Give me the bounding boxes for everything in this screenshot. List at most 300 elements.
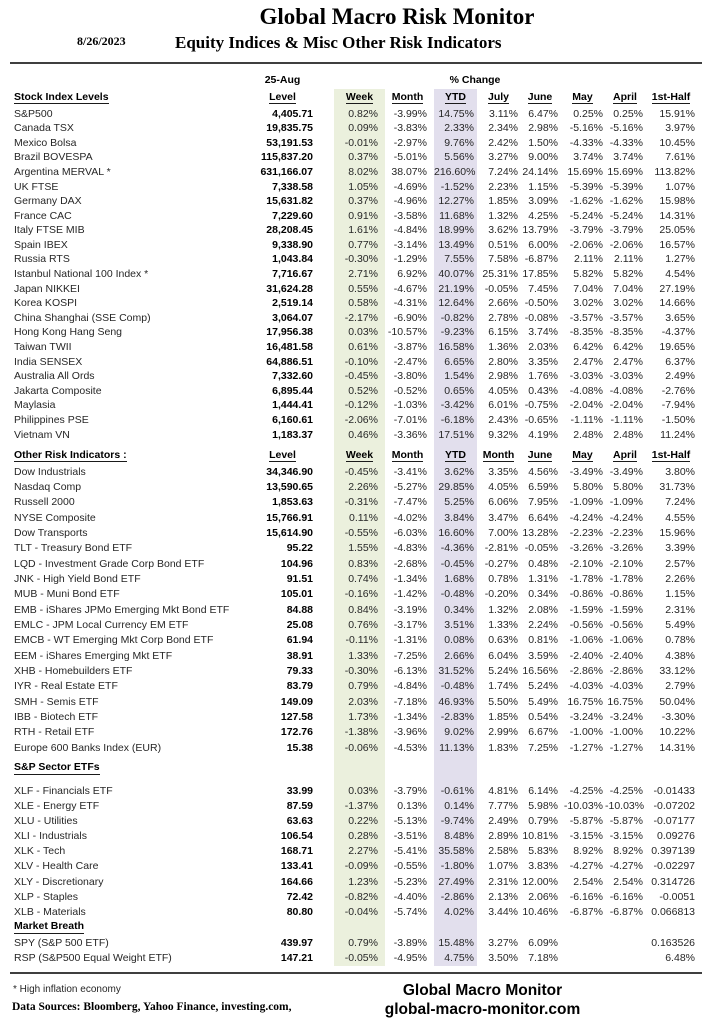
cell-c9: 3.39% <box>665 542 695 555</box>
cell-sp1 <box>315 648 334 663</box>
cell-c6: -0.50% <box>524 297 558 310</box>
table-row <box>12 252 697 267</box>
cell-month: -2.68% <box>393 557 427 570</box>
cell-c6: 5.98% <box>528 800 558 813</box>
cell-c9: 3.80% <box>665 465 695 478</box>
cell-week: 0.28% <box>334 829 385 844</box>
cell-ytd: 1.68% <box>434 572 477 587</box>
cell-sp1 <box>315 951 334 966</box>
cell-ytd: -6.18% <box>434 413 477 428</box>
cell-month: 38.07% <box>391 165 427 178</box>
cell-c7: -10.03% <box>563 800 603 813</box>
cell-month: -3.87% <box>393 341 427 354</box>
cell-c5: 1.85% <box>488 195 518 208</box>
cell-week: 0.52% <box>334 384 385 399</box>
cell-c9: 1.15% <box>665 588 695 601</box>
cell-level <box>250 756 315 777</box>
cell-sp1 <box>315 340 334 355</box>
cell-c5: 1.36% <box>488 341 518 354</box>
column-header: 1st-Half <box>651 448 691 461</box>
cell-c9: 0.163526 <box>651 936 695 949</box>
cell-ytd: 46.93% <box>434 694 477 709</box>
cell-c7: -2.23% <box>569 526 603 539</box>
cell-ytd: 0.65% <box>434 384 477 399</box>
cell-month: -6.03% <box>393 526 427 539</box>
cell-week: -0.30% <box>334 664 385 679</box>
cell-c9: 27.19% <box>659 282 695 295</box>
cell-c5: 6.04% <box>488 649 518 662</box>
cell-ytd <box>434 777 477 784</box>
cell-ytd: 11.68% <box>434 209 477 224</box>
cell-c7: -3.26% <box>569 542 603 555</box>
cell-month: -3.89% <box>393 936 427 949</box>
cell-sp1 <box>315 480 334 495</box>
table-row <box>12 664 697 679</box>
cell-month: -3.58% <box>393 209 427 222</box>
cell-week: -0.30% <box>334 252 385 267</box>
cell-sp1 <box>315 936 334 951</box>
brand-url: global-macro-monitor.com <box>384 1001 581 1018</box>
cell-c8: -0.56% <box>609 619 643 632</box>
cell-month: -3.36% <box>393 428 427 441</box>
cell-c6: 0.48% <box>528 557 558 570</box>
cell-c6: 6.67% <box>528 726 558 739</box>
cell-ytd: 40.07% <box>434 267 477 282</box>
cell-c6: 5.83% <box>528 845 558 858</box>
cell-week: -0.12% <box>334 398 385 413</box>
row-label: Hong Kong Hang Seng <box>14 326 122 339</box>
cell-c7: -5.24% <box>569 209 603 222</box>
cell-c9: 6.48% <box>665 951 695 964</box>
column-header: June <box>527 448 553 461</box>
cell-week: 0.83% <box>334 556 385 571</box>
cell-level: 106.54 <box>280 830 313 843</box>
cell-c9: 4.55% <box>665 511 695 524</box>
row-label: XLF - Financials ETF <box>14 784 113 797</box>
cell-ytd: 216.60% <box>434 165 476 178</box>
cell-c9: 11.24% <box>660 428 695 441</box>
cell-c9: 0.09276 <box>657 830 695 843</box>
table-row <box>12 710 697 725</box>
cell-sp1 <box>315 784 334 799</box>
table-row <box>12 889 697 904</box>
section-header-row <box>12 89 697 107</box>
table-row <box>12 526 697 541</box>
cell-sp1 <box>315 464 334 479</box>
cell-c9: -4.37% <box>661 326 695 339</box>
cell-month <box>385 442 430 464</box>
cell-c7: -3.15% <box>569 830 603 843</box>
cell-c7: -1.11% <box>570 414 603 427</box>
cell-level: 2,519.14 <box>272 297 313 310</box>
cell-c9: 33.12% <box>659 665 695 678</box>
cell-c6: -6.87% <box>524 253 558 266</box>
row-label: XHB - Homebuilders ETF <box>14 665 133 678</box>
cell-ytd: 5.56% <box>434 150 477 165</box>
row-label <box>12 89 250 107</box>
cell-sp1 <box>315 679 334 694</box>
cell-c7: -4.25% <box>569 784 603 797</box>
cell-c5: 6.01% <box>488 399 518 412</box>
row-label: TLT - Treasury Bond ETF <box>14 542 133 555</box>
cell-sp1 <box>315 756 334 777</box>
cell-ytd: -0.48% <box>434 679 477 694</box>
cell-month: -4.02% <box>393 511 427 524</box>
cell-ytd: -9.23% <box>434 325 477 340</box>
cell-sp1 <box>315 267 334 282</box>
cell-c9: 2.26% <box>665 572 695 585</box>
cell-c8: -2.40% <box>609 649 643 662</box>
cell-c6: 3.83% <box>528 860 558 873</box>
cell-c8: -5.16% <box>609 122 643 135</box>
cell-sp1 <box>315 710 334 725</box>
cell-sp1 <box>315 252 334 267</box>
cell-c6: 0.34% <box>528 588 558 601</box>
cell-c6: 4.19% <box>528 428 558 441</box>
cell-c9: 14.31% <box>659 209 695 222</box>
cell-c8 <box>605 951 645 966</box>
cell-c5: 2.58% <box>488 845 518 858</box>
cell-week: 0.03% <box>334 784 385 799</box>
cell-week: -0.45% <box>334 369 385 384</box>
column-header: Month <box>482 448 515 461</box>
column-header: May <box>572 90 593 103</box>
cell-ytd: 7.55% <box>434 252 477 267</box>
cell-level: 1,444.41 <box>272 399 313 412</box>
cell-month: -3.41% <box>393 465 427 478</box>
cell-month: -1.34% <box>393 711 427 724</box>
cell-c8: -1.09% <box>609 496 643 509</box>
cell-c7: -2.10% <box>569 557 603 570</box>
section-header-row <box>12 442 697 464</box>
cell-c8: -6.16% <box>609 890 643 903</box>
cell-c8: -2.06% <box>609 238 643 251</box>
cell-sp1 <box>315 725 334 740</box>
cell-sp1 <box>315 89 334 107</box>
row-label: Jakarta Composite <box>14 384 102 397</box>
cell-week <box>334 89 385 107</box>
cell-c7 <box>560 936 605 951</box>
row-label: Argentina MERVAL * <box>14 165 111 178</box>
cell-month: -0.52% <box>393 384 427 397</box>
cell-c7: 2.11% <box>574 253 603 266</box>
cell-c5: 7.77% <box>488 800 518 813</box>
cell-sp1 <box>315 194 334 209</box>
cell-c5: 2.80% <box>488 355 518 368</box>
cell-c8: -1.11% <box>610 414 643 427</box>
cell-month: -5.13% <box>393 815 427 828</box>
column-header: Week <box>345 448 374 461</box>
risk-table <box>12 72 697 966</box>
cell-c5: -0.27% <box>484 557 518 570</box>
cell-c8: -3.57% <box>609 311 643 324</box>
cell-sp1 <box>315 223 334 238</box>
cell-sp1 <box>315 633 334 648</box>
row-label: Australia All Ords <box>14 370 95 383</box>
cell-level: 7,229.60 <box>272 209 313 222</box>
cell-c6: 0.81% <box>528 634 558 647</box>
table-row <box>12 340 697 355</box>
cell-c8: -3.15% <box>609 830 643 843</box>
cell-c5: 4.05% <box>488 384 518 397</box>
cell-c9: 0.314726 <box>651 875 695 888</box>
cell-level: 61.94 <box>286 634 313 647</box>
cell-ytd: 15.48% <box>434 936 477 951</box>
cell-c6 <box>520 442 560 464</box>
row-label: IBB - Biotech ETF <box>14 711 99 724</box>
cell-c7: -1.59% <box>569 603 603 616</box>
cell-c6: -0.08% <box>524 311 558 324</box>
cell-sp1 <box>315 121 334 136</box>
cell-c9: 5.49% <box>665 619 695 632</box>
cell-c7: -8.35% <box>569 326 603 339</box>
cell-month: -4.84% <box>393 224 427 237</box>
cell-month: -1.03% <box>393 399 427 412</box>
cell-c6: 7.95% <box>528 496 558 509</box>
table-row <box>12 194 697 209</box>
cell-week: -0.82% <box>334 889 385 904</box>
column-header: YTD <box>445 448 466 461</box>
cell-sp1 <box>315 282 334 297</box>
cell-c6 <box>520 756 560 777</box>
cell-sp1 <box>315 889 334 904</box>
cell-sp1 <box>315 150 334 165</box>
cell-week: 2.03% <box>334 694 385 709</box>
cell-c9: 2.79% <box>665 680 695 693</box>
cell-c6: -0.05% <box>524 542 558 555</box>
cell-c8: 3.02% <box>613 297 643 310</box>
cell-c7: -1.00% <box>569 726 603 739</box>
cell-week <box>334 756 385 777</box>
cell-level: 84.88 <box>286 603 313 616</box>
row-label: Korea KOSPI <box>14 297 78 310</box>
cell-c8: -2.86% <box>609 665 643 678</box>
cell-c6: -0.75% <box>524 399 558 412</box>
cell-sp1 <box>315 602 334 617</box>
row-label: XLI - Industrials <box>14 830 87 843</box>
cell-c6 <box>520 89 560 107</box>
cell-week: 0.79% <box>334 936 385 951</box>
cell-sp1 <box>315 179 334 194</box>
cell-c9: -0.07177 <box>653 815 695 828</box>
table-row <box>12 587 697 602</box>
table-row <box>12 784 697 799</box>
table-row <box>12 618 697 633</box>
table-row <box>12 936 697 951</box>
cell-level <box>250 89 315 107</box>
cell-level: 3,064.07 <box>272 311 313 324</box>
row-label: China Shanghai (SSE Comp) <box>14 311 151 324</box>
cell-level: 127.58 <box>280 711 313 724</box>
cell-c5: 3.27% <box>488 151 518 164</box>
cell-c6: 13.79% <box>522 224 558 237</box>
cell-c8: 5.82% <box>613 268 643 281</box>
cell-c5: 3.35% <box>488 465 518 478</box>
table-row <box>12 311 697 326</box>
cell-c9: 16.57% <box>659 238 695 251</box>
table-row <box>12 150 697 165</box>
cell-c8 <box>605 756 645 777</box>
cell-sp1 <box>315 694 334 709</box>
cell-level: 15,614.90 <box>266 526 313 539</box>
cell-sp1 <box>315 844 334 859</box>
cell-level: 19,835.75 <box>266 122 313 135</box>
cell-sp1 <box>315 777 334 784</box>
cell-sp1 <box>315 859 334 874</box>
cell-week: 1.73% <box>334 710 385 725</box>
cell-c8: 2.54% <box>613 875 643 888</box>
cell-ytd: 9.02% <box>434 725 477 740</box>
cell-c5: -0.05% <box>484 282 518 295</box>
cell-c5: 7.58% <box>488 253 518 266</box>
table-row <box>12 355 697 370</box>
cell-week: 2.71% <box>334 267 385 282</box>
row-label <box>12 920 250 936</box>
table-row <box>12 121 697 136</box>
cell-c6: 1.15% <box>528 180 558 193</box>
cell-week: 1.05% <box>334 179 385 194</box>
cell-month: -4.53% <box>393 741 427 754</box>
cell-c7: 3.02% <box>573 297 603 310</box>
cell-level: 28,208.45 <box>266 224 313 237</box>
cell-c6: 0.79% <box>528 815 558 828</box>
table-row <box>12 510 697 525</box>
cell-sp1 <box>315 587 334 602</box>
cell-month: -1.34% <box>393 572 427 585</box>
cell-c7: -2.86% <box>569 665 603 678</box>
cell-ytd: -9.74% <box>434 814 477 829</box>
cell-ytd: -1.52% <box>434 179 477 194</box>
row-label: Mexico Bolsa <box>14 136 77 149</box>
cell-c5: 2.43% <box>488 414 518 427</box>
row-label: Spain IBEX <box>14 238 68 251</box>
cell-c5: 2.31% <box>488 875 518 888</box>
cell-c9: 6.37% <box>665 355 695 368</box>
cell-c5: 1.07% <box>488 860 518 873</box>
cell-c8: -4.24% <box>609 511 643 524</box>
cell-week: 2.26% <box>334 480 385 495</box>
top-divider <box>10 62 702 64</box>
data-sources: Data Sources: Bloomberg, Yahoo Finance, investing.com, <box>12 1001 292 1013</box>
cell-month: -7.47% <box>393 496 427 509</box>
cell-ytd: -0.45% <box>434 556 477 571</box>
cell-c9: -0.01433 <box>653 784 695 797</box>
cell-sp1 <box>315 238 334 253</box>
cell-c5 <box>477 920 520 936</box>
cell-c8 <box>605 777 645 784</box>
cell-week: 0.03% <box>334 325 385 340</box>
table-row <box>12 296 697 311</box>
row-label: UK FTSE <box>14 180 59 193</box>
cell-month: -4.83% <box>393 542 427 555</box>
cell-ytd: 0.34% <box>434 602 477 617</box>
table-row <box>12 951 697 966</box>
cell-c8: 2.47% <box>613 355 643 368</box>
cell-c7 <box>560 920 605 936</box>
cell-c6 <box>520 920 560 936</box>
cell-ytd: 31.52% <box>434 664 477 679</box>
cell-month: -6.90% <box>393 311 427 324</box>
cell-c6: 10.46% <box>522 905 558 918</box>
table-row <box>12 495 697 510</box>
cell-c5: 2.13% <box>488 890 518 903</box>
cell-c5: 2.34% <box>488 122 518 135</box>
cell-c7: -3.57% <box>569 311 603 324</box>
table-row <box>12 107 697 122</box>
bottom-divider <box>10 972 702 974</box>
cell-week: -1.38% <box>334 725 385 740</box>
row-label: Brazil BOVESPA <box>14 151 93 164</box>
cell-sp1 <box>315 369 334 384</box>
cell-level: 7,338.58 <box>272 180 313 193</box>
cell-c5: 0.63% <box>488 634 518 647</box>
cell-ytd: 11.13% <box>434 740 477 755</box>
cell-c9: -7.94% <box>661 399 695 412</box>
cell-c8: -1.27% <box>609 741 643 754</box>
cell-sp1 <box>315 107 334 122</box>
cell-c8: 8.92% <box>613 845 643 858</box>
cell-level: 4,405.71 <box>272 107 313 120</box>
cell-c9: 10.45% <box>659 136 695 149</box>
cell-month: 0.13% <box>397 800 427 813</box>
column-header: Level <box>269 448 296 461</box>
cell-sp1 <box>315 495 334 510</box>
cell-level <box>250 920 315 936</box>
cell-c7: -0.56% <box>569 619 603 632</box>
cell-c5: 1.83% <box>488 741 518 754</box>
cell-sp1 <box>315 510 334 525</box>
cell-ytd: 3.62% <box>434 464 477 479</box>
date-header-row <box>12 72 697 89</box>
cell-month: -3.99% <box>393 107 427 120</box>
column-header: May <box>572 448 593 461</box>
cell-month: -3.19% <box>393 603 427 616</box>
cell-ytd: -2.86% <box>434 889 477 904</box>
cell-month: 6.92% <box>397 268 427 281</box>
cell-month: -10.57% <box>387 326 427 339</box>
cell-c8: 2.48% <box>613 428 643 441</box>
row-label: XLP - Staples <box>14 890 79 903</box>
cell-level: 147.21 <box>280 951 313 964</box>
cell-level: 15,766.91 <box>266 511 313 524</box>
cell-c8: -2.23% <box>609 526 643 539</box>
cell-c7: 5.80% <box>573 480 603 493</box>
cell-c5: -0.20% <box>484 588 518 601</box>
cell-week: 0.79% <box>334 679 385 694</box>
table-row <box>12 209 697 224</box>
row-label: XLE - Energy ETF <box>14 800 100 813</box>
cell-week <box>334 777 385 784</box>
cell-sp1 <box>315 325 334 340</box>
cell-level: 64,886.51 <box>266 355 313 368</box>
cell-c7: -4.27% <box>569 860 603 873</box>
cell-c9: -2.76% <box>661 384 695 397</box>
cell-c7: -5.39% <box>569 180 603 193</box>
cell-month: -1.31% <box>393 634 427 647</box>
cell-ytd: 16.58% <box>434 340 477 355</box>
cell-sp1 <box>315 526 334 541</box>
row-label: Nasdaq Comp <box>14 480 82 493</box>
table-row <box>12 413 697 428</box>
cell-ytd: 4.02% <box>434 904 477 919</box>
cell-month: -2.97% <box>393 136 427 149</box>
cell-month: -4.69% <box>393 180 427 193</box>
row-label: RTH - Retail ETF <box>14 726 95 739</box>
cell-ytd: -0.61% <box>434 784 477 799</box>
row-label: Japan NIKKEI <box>14 282 80 295</box>
cell-c8: 5.80% <box>613 480 643 493</box>
cell-c7: 15.69% <box>567 165 603 178</box>
